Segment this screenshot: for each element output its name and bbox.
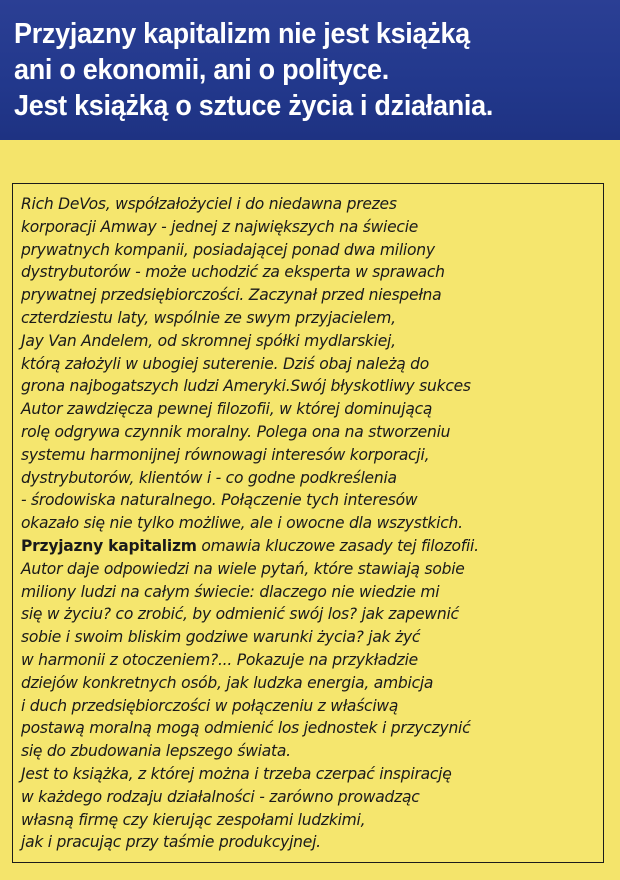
text-line: prywatnej przedsiębiorczości. Zaczynał przed niespełna xyxy=(21,285,442,305)
text-line: Rich DeVos, współzałożyciel i do niedawna prezes xyxy=(21,194,397,213)
text-line: Autor daje odpowiedzi na wiele pytań, które stawiają sobie xyxy=(21,558,465,578)
description-text xyxy=(21,193,584,854)
text-line: Jay Van Andelem, od skromnej spółki mydlarskiej, xyxy=(21,330,396,350)
text-line: dystrybutorów - może uchodzić za eksperta w sprawach xyxy=(21,262,445,282)
text-line: postawą moralną mogą odmienić los jednostek i przyczynić xyxy=(21,718,471,738)
text-line: okazało się nie tylko możliwe, ale i owocne dla wszystkich. xyxy=(21,513,463,533)
text-line: Jest to książka, z której można i trzeba czerpać inspirację xyxy=(21,763,452,783)
text-line: własną firmę czy kierując zespołami ludzkimi, xyxy=(21,809,366,829)
text-line: sobie i swoim bliskim godziwe warunki życia? jak żyć xyxy=(21,627,421,647)
title-line xyxy=(21,535,584,558)
text-line: którą założyli w ubogiej suterenie. Dziś obaj należą do xyxy=(21,353,430,373)
text-line: się do zbudowania lepszego świata. xyxy=(21,741,291,761)
text-line: jak i pracując przy taśmie produkcyjnej. xyxy=(21,832,321,852)
text-line: korporacji Amway - jednej z największych na świecie xyxy=(21,216,419,236)
headline-line-2: ani o ekonomii, ani o polityce. xyxy=(14,54,389,86)
title-line-rest: omawia kluczowe zasady tej filozofii. xyxy=(196,535,479,555)
text-line: systemu harmonijnej równowagi interesów korporacji, xyxy=(21,444,430,464)
text-line: w harmonii z otoczeniem?... Pokazuje na przykładzie xyxy=(21,649,418,669)
text-line: Autor zawdzięcza pewnej filozofii, w której dominującą xyxy=(21,399,433,419)
headline-line-3: Jest książką o sztuce życia i działania. xyxy=(14,90,494,122)
text-line: prywatnych kompanii, posiadającej ponad dwa miliony xyxy=(21,239,435,259)
text-line: grona najbogatszych ludzi Ameryki.Swój błyskotliwy sukces xyxy=(21,376,471,396)
text-line: dystrybutorów, klientów i - co godne podkreślenia xyxy=(21,467,397,487)
headline-line-1: Przyjazny kapitalizm nie jest książką xyxy=(14,18,470,50)
text-line: dziejów konkretnych osób, jak ludzka energia, ambicja xyxy=(21,672,434,692)
text-line: miliony ludzi na całym świecie: dlaczego nie wiedzie mi xyxy=(21,581,440,601)
text-line: rolę odgrywa czynnik moralny. Polega ona na stworzeniu xyxy=(21,421,451,441)
text-line: czterdziestu laty, wspólnie ze swym przyjacielem, xyxy=(21,307,396,327)
text-line: się w życiu? co zrobić, by odmienić swój los? jak zapewnić xyxy=(21,604,459,624)
header-banner xyxy=(0,0,620,140)
text-line: - środowiska naturalnego. Połączenie tych interesów xyxy=(21,490,418,510)
text-line: w każdego rodzaju działalności - zarówno prowadząc xyxy=(21,786,420,806)
text-line: i duch przedsiębiorczości w połączeniu z właściwą xyxy=(21,695,399,715)
book-title-bold: Przyjazny kapitalizm xyxy=(21,535,197,555)
headline xyxy=(14,16,572,124)
